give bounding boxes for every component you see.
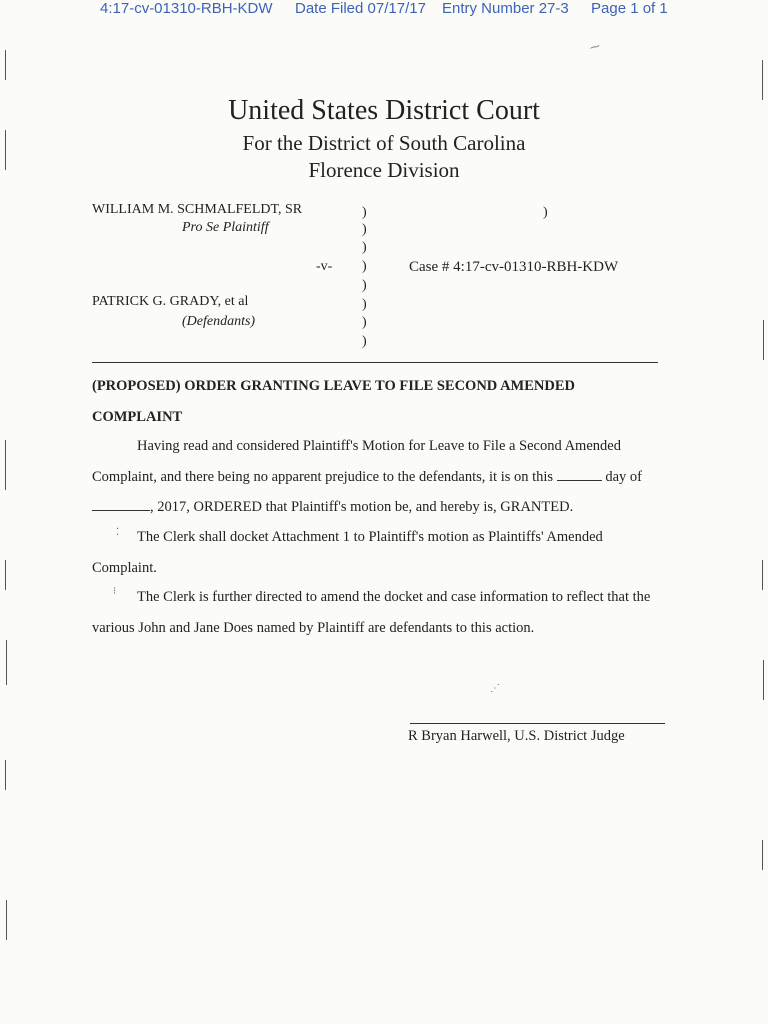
scan-mark: [6, 640, 7, 685]
paren: ): [362, 334, 367, 349]
para1-line2-tail: day of: [605, 469, 642, 485]
scan-mark: [5, 130, 6, 170]
day-blank: [557, 468, 602, 481]
scan-mark: [763, 320, 764, 360]
paren: ): [362, 205, 367, 220]
scan-mark: [763, 660, 764, 700]
para1-line2: [92, 468, 642, 486]
scan-mark: [762, 840, 763, 870]
case-number: Case # 4:17-cv-01310-RBH-KDW: [409, 259, 619, 275]
paren: ): [362, 297, 367, 312]
scan-speck: ⁚: [116, 527, 120, 538]
paren: ): [543, 205, 548, 220]
paren: ): [362, 315, 367, 330]
scan-speck: ⁝: [113, 586, 117, 597]
scan-mark: [762, 60, 763, 100]
paren: ): [362, 278, 367, 293]
para2-line2: Complaint.: [92, 560, 157, 576]
scan-mark: [5, 760, 6, 790]
order-heading: (PROPOSED) ORDER GRANTING LEAVE TO FILE SECOND AMENDED: [92, 378, 576, 394]
para2-line1: The Clerk shall docket Attachment 1 to Plaintiff's motion as Plaintiffs' Amended: [137, 529, 603, 545]
scan-mark: [5, 50, 6, 80]
paren: ): [362, 259, 367, 274]
versus-label: -v-: [316, 259, 333, 274]
judge-signature-block: R Bryan Harwell, U.S. District Judge: [408, 728, 625, 744]
para1-line3-text: , 2017, ORDERED that Plaintiff's motion be, and hereby is, GRANTED.: [150, 499, 574, 515]
scan-speck: ⁓: [588, 40, 602, 55]
caption-divider: [92, 362, 658, 363]
para3-line1: The Clerk is further directed to amend the docket and case information to reflect that the: [137, 589, 651, 605]
plaintiff-role: Pro Se Plaintiff: [182, 220, 269, 235]
signature-line: [410, 723, 665, 724]
month-blank: [92, 498, 150, 511]
scan-mark: [5, 440, 6, 490]
header-page: Page 1 of 1: [591, 0, 668, 17]
scan-mark: [6, 900, 7, 940]
header-case-number: 4:17-cv-01310-RBH-KDW: [100, 0, 273, 17]
paren: ): [362, 222, 367, 237]
ecf-header: [0, 0, 768, 20]
order-heading-cont: COMPLAINT: [92, 409, 183, 425]
scan-mark: [5, 560, 6, 590]
scan-mark: [762, 560, 763, 590]
defendant-role: (Defendants): [182, 314, 256, 329]
paren: ): [362, 240, 367, 255]
plaintiff-name: WILLIAM M. SCHMALFELDT, SR: [92, 202, 303, 217]
scan-speck: ⋰: [490, 683, 500, 694]
defendant-name: PATRICK G. GRADY, et al: [92, 294, 249, 309]
header-date-filed: Date Filed 07/17/17: [295, 0, 426, 17]
court-title: United States District Court: [228, 95, 540, 126]
para1-line2-text: Complaint, and there being no apparent prejudice to the defendants, it is on this: [92, 469, 554, 485]
court-district: For the District of South Carolina: [242, 131, 526, 155]
para1-line1: Having read and considered Plaintiff's Motion for Leave to File a Second Amended: [137, 438, 621, 454]
header-entry-number: Entry Number 27-3: [442, 0, 569, 17]
para1-line3: [92, 498, 573, 516]
para3-line2: various John and Jane Does named by Plaintiff are defendants to this action.: [92, 620, 535, 636]
court-division: Florence Division: [308, 158, 460, 182]
